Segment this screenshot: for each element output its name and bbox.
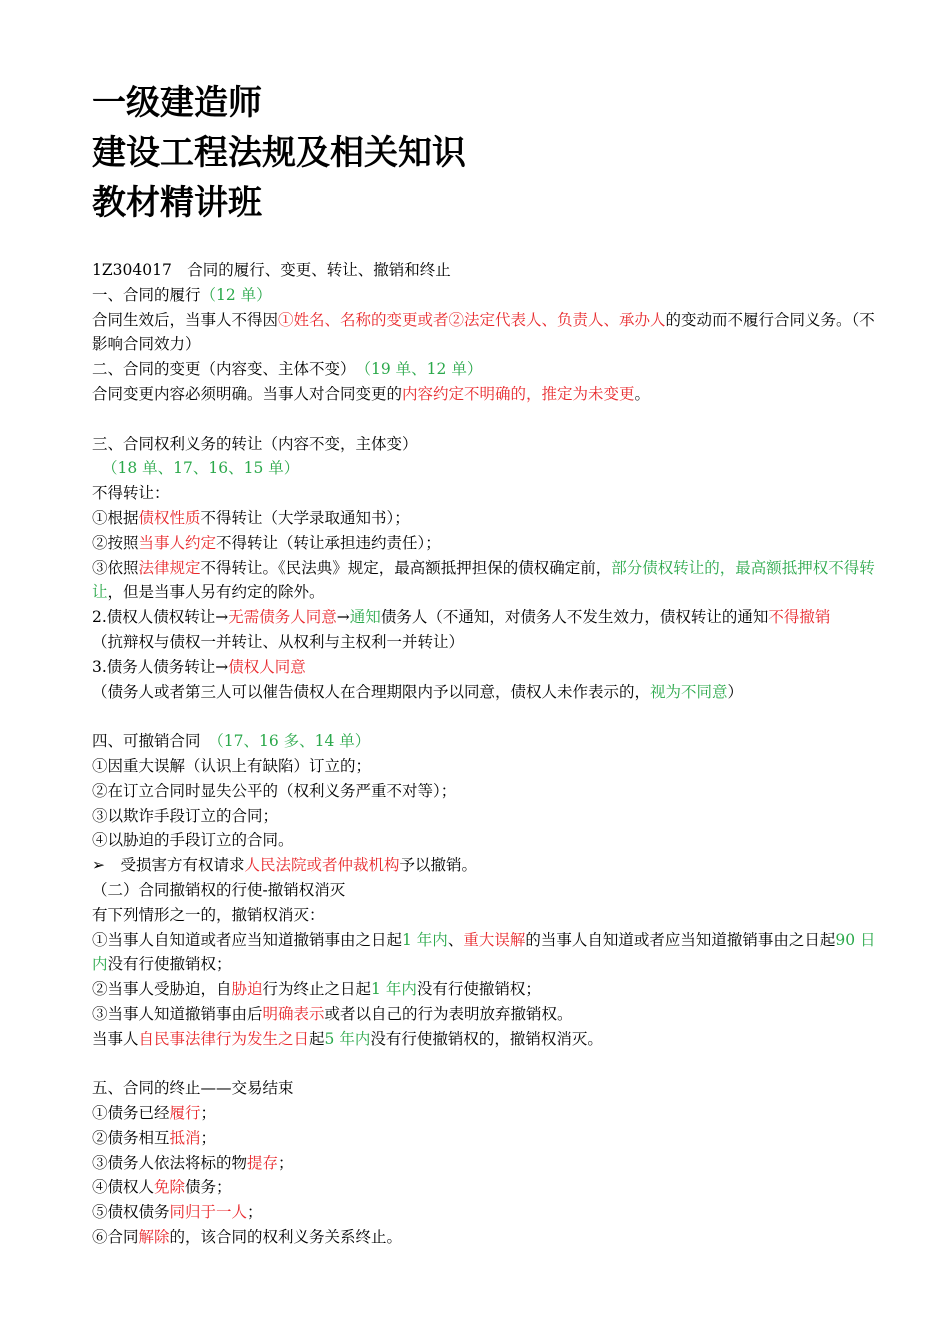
highlight-green: 1 年内 — [402, 930, 448, 949]
highlight-red: 当事人约定 — [138, 533, 217, 552]
text-segment: 不得转让（大学录取通知书）； — [200, 508, 410, 527]
text-line — [92, 680, 882, 705]
text-segment: 1Z304017 合同的履行、变更、转让、撤销和终止 — [92, 261, 451, 279]
text-segment: 债务人（不通知，对债务人不发生效力，债权转让的通知 — [380, 608, 769, 627]
text-segment: ②按照 — [92, 533, 139, 552]
text-segment: ➢ 受损害方有权请求 — [92, 856, 245, 875]
text-segment: ； — [200, 1128, 217, 1147]
text-segment: ； — [247, 1203, 263, 1222]
highlight-red: 抵消 — [169, 1128, 201, 1147]
highlight-green: 90 日内 — [92, 930, 876, 974]
text-line — [92, 308, 882, 358]
text-segment: ②债务相互 — [92, 1128, 170, 1147]
highlight-red: 自民事法律行为发生之日 — [138, 1029, 310, 1048]
text-segment: ，但是当事人另有约定的除外。 — [107, 583, 325, 602]
highlight-red: 法律规定 — [138, 558, 201, 577]
text-line — [92, 531, 882, 556]
text-line — [92, 506, 882, 531]
text-line — [92, 655, 882, 680]
document-page — [92, 78, 882, 1250]
text-segment: 一、合同的履行 — [92, 285, 201, 304]
text-line — [92, 1076, 882, 1101]
title-line-2: 建设工程法规及相关知识 — [92, 133, 466, 173]
text-segment: 没有行使撤销权的，撤销权消灭。 — [370, 1029, 603, 1048]
text-segment: 二、合同的变更（内容变、主体不变） — [92, 360, 364, 379]
highlight-green: 通知 — [349, 608, 381, 627]
blank-line — [92, 704, 882, 729]
text-segment: ④以胁迫的手段订立的合同。 — [92, 831, 294, 850]
text-line — [92, 853, 882, 878]
highlight-green: （18 单、17、16、15 单） — [102, 459, 300, 478]
text-segment: 2.债权人债权转让→ — [92, 608, 229, 627]
text-segment: 行为终止之日起 — [262, 980, 372, 999]
text-segment: 四、可撤销合同 — [92, 732, 217, 751]
text-segment: （二）合同撤销权的行使-撤销权消灭 — [92, 880, 346, 899]
highlight-red: 提存 — [247, 1153, 279, 1172]
text-line — [92, 283, 882, 308]
text-segment: 不得转让（转让承担违约责任）； — [216, 533, 441, 552]
text-line — [92, 258, 882, 283]
text-segment: 当事人 — [92, 1029, 139, 1048]
highlight-green: （19 单、12 单） — [363, 360, 483, 379]
text-line — [92, 804, 882, 829]
text-segment: ③债务人依法将标的物 — [92, 1153, 248, 1172]
text-segment: ⑤债权债务 — [92, 1203, 170, 1222]
text-segment: ①债务已经 — [92, 1104, 170, 1123]
text-line — [92, 1151, 882, 1176]
text-segment: 的当事人自知道或者应当知道撤销事由之日起 — [525, 930, 836, 949]
text-line — [92, 1101, 882, 1126]
text-segment: 、 — [447, 930, 464, 949]
text-line — [92, 1175, 882, 1200]
text-segment: 有下列情形之一的，撤销权消灭： — [92, 905, 325, 924]
text-segment: ③当事人知道撤销事由后 — [92, 1004, 263, 1023]
text-segment: ①因重大误解（认识上有缺陷）订立的； — [92, 756, 372, 775]
text-segment: 或者以自己的行为表明放弃撤销权。 — [324, 1004, 573, 1023]
highlight-green: （17、16 多、14 单） — [216, 732, 371, 751]
text-line — [92, 382, 882, 407]
text-segment: 五、合同的终止——交易结束 — [92, 1079, 294, 1098]
text-segment: 起 — [309, 1029, 325, 1048]
text-line — [92, 928, 882, 978]
document-body — [92, 258, 882, 1250]
text-segment: 合同生效后，当事人不得因 — [92, 310, 279, 329]
text-segment: 不得转让： — [92, 484, 170, 503]
text-segment: ②当事人受胁迫，自 — [92, 980, 232, 999]
highlight-green: 部分债权转让的，最高额抵押权不得转让 — [92, 558, 875, 602]
text-segment: ⑥合同 — [92, 1228, 139, 1247]
text-line — [92, 878, 882, 903]
highlight-red: 胁迫 — [231, 980, 263, 999]
text-line — [92, 481, 882, 506]
text-line — [92, 357, 882, 382]
highlight-green: 视为不同意 — [650, 682, 728, 701]
highlight-green: （12 单） — [200, 285, 272, 304]
text-line — [92, 1002, 882, 1027]
text-line — [92, 754, 882, 779]
text-line — [92, 729, 882, 754]
highlight-red: 债权人同意 — [228, 657, 306, 676]
text-segment: ③依照 — [92, 558, 139, 577]
text-line — [92, 1126, 882, 1151]
text-segment: 不得转让。《民法典》规定，最高额抵押担保的债权确定前， — [200, 558, 612, 577]
highlight-red: 人民法院或者仲裁机构 — [244, 856, 400, 875]
text-segment: ①根据 — [92, 508, 139, 527]
highlight-green: 5 年内 — [324, 1029, 371, 1048]
highlight-red: 不得撤销 — [768, 608, 831, 627]
highlight-red: 内容约定不明确的，推定为未变更 — [402, 384, 635, 403]
text-line — [92, 1225, 882, 1250]
highlight-red: 明确表示 — [262, 1004, 325, 1023]
title-line-3: 教材精讲班 — [92, 183, 262, 223]
text-segment: 。 — [634, 384, 651, 403]
blank-line — [92, 407, 882, 432]
text-segment: ③以欺诈手段订立的合同； — [92, 806, 279, 825]
text-segment: 3.债务人债务转让→ — [92, 657, 229, 676]
text-line — [92, 605, 882, 630]
text-segment: ①当事人自知道或者应当知道撤销事由之日起 — [92, 930, 403, 949]
text-segment: （抗辩权与债权一并转让、从权利与主权利一并转让） — [92, 632, 465, 651]
text-segment: ） — [727, 682, 744, 701]
text-segment: （债务人或者第三人可以催告债权人在合理期限内予以同意，债权人未作表示的， — [92, 682, 651, 701]
text-segment: 合同变更内容必须明确。当事人对合同变更的 — [92, 384, 403, 403]
text-segment: ②在订立合同时显失公平的（权利义务严重不对等）； — [92, 781, 457, 800]
text-line — [92, 1200, 882, 1225]
text-line — [92, 556, 882, 606]
highlight-red: 无需债务人同意 — [228, 608, 337, 627]
text-line — [92, 903, 882, 928]
text-segment: 没有行使撤销权； — [107, 955, 232, 974]
text-segment: ④债权人 — [92, 1178, 155, 1197]
highlight-red: 债权性质 — [138, 508, 201, 527]
highlight-red: 解除 — [138, 1228, 170, 1247]
highlight-red: 同归于一人 — [169, 1203, 248, 1222]
highlight-red: ①姓名、名称的变更或者②法定代表人、负责人、承办人 — [278, 310, 666, 329]
text-line — [92, 630, 882, 655]
text-segment: 三、合同权利义务的转让（内容不变，主体变） — [92, 434, 418, 453]
text-line — [92, 828, 882, 853]
text-line — [92, 456, 882, 481]
text-segment: → — [336, 608, 350, 627]
text-line — [92, 1027, 882, 1052]
text-line — [92, 432, 882, 457]
text-segment: ； — [200, 1104, 217, 1123]
text-segment: 予以撤销。 — [399, 856, 478, 875]
highlight-red: 免除 — [154, 1178, 186, 1197]
blank-line — [92, 1052, 882, 1077]
text-segment: 的，该合同的权利义务关系终止。 — [169, 1228, 403, 1247]
highlight-red: 履行 — [169, 1104, 201, 1123]
text-segment: 的变动而不履行合同义务。（不影响合同效力） — [92, 310, 875, 354]
highlight-red: 重大误解 — [463, 930, 526, 949]
text-segment: ； — [278, 1153, 294, 1172]
text-segment: 没有行使撤销权； — [416, 980, 541, 999]
text-line — [92, 779, 882, 804]
text-line — [92, 977, 882, 1002]
highlight-green: 1 年内 — [371, 980, 417, 999]
title-line-1: 一级建造师 — [92, 83, 262, 123]
text-segment: 债务； — [185, 1178, 232, 1197]
